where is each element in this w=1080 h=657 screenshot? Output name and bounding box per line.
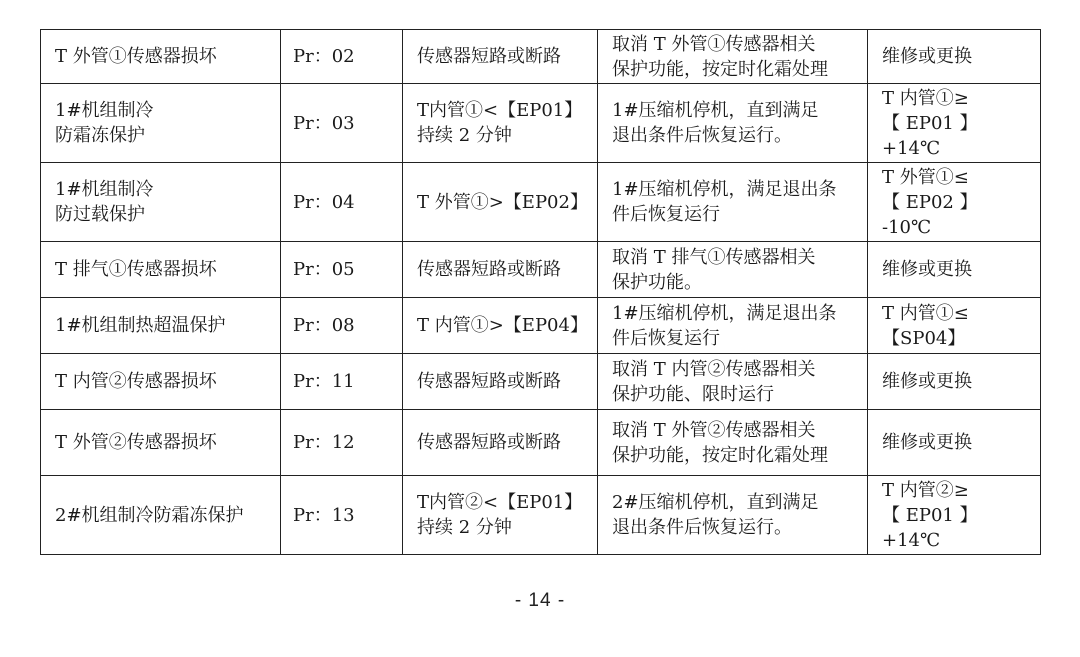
code-cell: Pr：04 — [281, 163, 403, 242]
action-cell: 取消 T 内管②传感器相关 保护功能、限时运行 — [598, 354, 868, 410]
fault-cell: T 外管①传感器损坏 — [41, 30, 281, 84]
action-cell: 1#压缩机停机，满足退出条 件后恢复运行 — [598, 163, 868, 242]
recovery-cell: 维修或更换 — [868, 410, 1041, 476]
code-cell: Pr：03 — [281, 84, 403, 163]
fault-cell: T 外管②传感器损坏 — [41, 410, 281, 476]
fault-cell: 1#机组制冷 防霜冻保护 — [41, 84, 281, 163]
condition-cell: 传感器短路或断路 — [403, 30, 598, 84]
table-row — [41, 410, 1041, 476]
code-cell: Pr：11 — [281, 354, 403, 410]
table-row — [41, 298, 1041, 354]
action-cell: 取消 T 外管②传感器相关 保护功能，按定时化霜处理 — [598, 410, 868, 476]
fault-code-table — [40, 29, 1041, 555]
condition-cell: 传感器短路或断路 — [403, 354, 598, 410]
action-cell: 1#压缩机停机，直到满足 退出条件后恢复运行。 — [598, 84, 868, 163]
fault-cell: T 排气①传感器损坏 — [41, 242, 281, 298]
table-row — [41, 242, 1041, 298]
condition-cell: 传感器短路或断路 — [403, 242, 598, 298]
code-cell: Pr：13 — [281, 476, 403, 555]
code-cell: Pr：02 — [281, 30, 403, 84]
condition-cell: T内管②<【EP01】 持续 2 分钟 — [403, 476, 598, 555]
code-cell: Pr：08 — [281, 298, 403, 354]
action-cell: 2#压缩机停机，直到满足 退出条件后恢复运行。 — [598, 476, 868, 555]
condition-cell: T 外管①>【EP02】 — [403, 163, 598, 242]
table-row — [41, 354, 1041, 410]
table-row — [41, 476, 1041, 555]
recovery-cell: 维修或更换 — [868, 30, 1041, 84]
fault-cell: 1#机组制冷 防过载保护 — [41, 163, 281, 242]
recovery-cell: T 内管①≤ 【SP04】 — [868, 298, 1041, 354]
recovery-cell: T 外管①≤ 【 EP02 】 -10℃ — [868, 163, 1041, 242]
table-row — [41, 30, 1041, 84]
condition-cell: 传感器短路或断路 — [403, 410, 598, 476]
recovery-cell: 维修或更换 — [868, 242, 1041, 298]
fault-cell: T 内管②传感器损坏 — [41, 354, 281, 410]
fault-cell: 1#机组制热超温保护 — [41, 298, 281, 354]
table-row — [41, 163, 1041, 242]
table-row — [41, 84, 1041, 163]
action-cell: 1#压缩机停机，满足退出条 件后恢复运行 — [598, 298, 868, 354]
action-cell: 取消 T 外管①传感器相关 保护功能，按定时化霜处理 — [598, 30, 868, 84]
condition-cell: T 内管①>【EP04】 — [403, 298, 598, 354]
recovery-cell: T 内管②≥ 【 EP01 】 +14℃ — [868, 476, 1041, 555]
action-cell: 取消 T 排气①传感器相关 保护功能。 — [598, 242, 868, 298]
recovery-cell: 维修或更换 — [868, 354, 1041, 410]
code-cell: Pr：05 — [281, 242, 403, 298]
fault-cell: 2#机组制冷防霜冻保护 — [41, 476, 281, 555]
page-number: - 14 - — [514, 590, 566, 611]
condition-cell: T内管①<【EP01】 持续 2 分钟 — [403, 84, 598, 163]
code-cell: Pr：12 — [281, 410, 403, 476]
recovery-cell: T 内管①≥ 【 EP01 】 +14℃ — [868, 84, 1041, 163]
